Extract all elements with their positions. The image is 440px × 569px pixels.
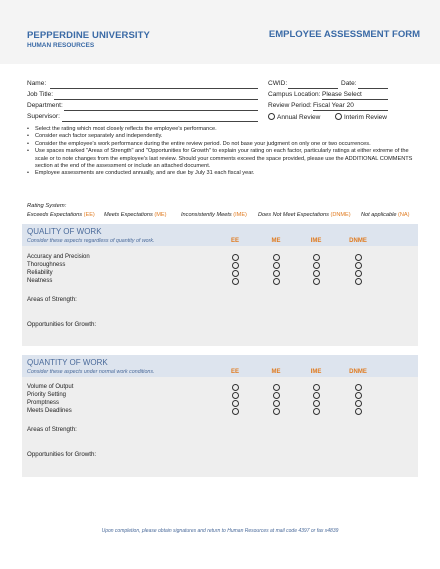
rating-radio[interactable] (313, 384, 320, 391)
rating-radio[interactable] (273, 254, 280, 261)
rating-radio[interactable] (355, 270, 362, 277)
department-label: Department: (27, 102, 63, 109)
section-title: QUALITY OF WORK (27, 227, 102, 236)
annual-review-label: Annual Review (277, 114, 321, 121)
areas-of-strength-label: Areas of Strength: (27, 296, 77, 303)
criterion-label: Volume of Output (27, 384, 74, 390)
rating-radio[interactable] (313, 392, 320, 399)
annual-review-radio[interactable] (268, 113, 275, 120)
date-label: Date: (341, 80, 357, 87)
legend-ime (181, 212, 247, 218)
opportunities-for-growth-label: Opportunities for Growth: (27, 451, 97, 458)
rating-radio[interactable] (355, 400, 362, 407)
criterion-label: Reliability (27, 270, 53, 276)
legend-label: Not applicable (361, 212, 397, 218)
interim-review-radio[interactable] (335, 113, 342, 120)
interim-review-option[interactable] (335, 113, 387, 121)
supervisor-label: Supervisor: (27, 113, 60, 120)
date-field[interactable] (358, 88, 388, 89)
form-title: EMPLOYEE ASSESSMENT FORM (268, 29, 420, 40)
rating-radio[interactable] (273, 392, 280, 399)
footer-note: Upon completion, please obtain signatures and return to Human Resources at mail code 4397 or fax x4839 (101, 528, 339, 534)
instructions-list (27, 126, 423, 178)
instruction-item: • Consider each factor separately and independently. (27, 133, 423, 140)
quantity-of-work-section (22, 355, 418, 477)
legend-na (361, 212, 410, 218)
name-label: Name: (27, 80, 47, 87)
campus-location-label: Campus Location: (268, 91, 321, 98)
legend-label: Does Not Meet Expectations (258, 212, 329, 218)
legend-abbr: (ME) (154, 212, 167, 218)
rating-radio[interactable] (355, 254, 362, 261)
campus-location-select[interactable]: Please Select (322, 91, 362, 98)
department-name: HUMAN RESOURCES (27, 42, 95, 49)
department-field[interactable] (64, 110, 258, 111)
rating-radio[interactable] (273, 270, 280, 277)
criterion-label: Accuracy and Precision (27, 254, 90, 260)
criterion-label: Promptness (27, 400, 60, 406)
column-header-dnme: DNME (349, 238, 367, 244)
rating-radio[interactable] (355, 408, 362, 415)
rating-radio[interactable] (232, 400, 239, 407)
rating-radio[interactable] (232, 392, 239, 399)
rating-radio[interactable] (355, 384, 362, 391)
criterion-label: Thoroughness (27, 262, 66, 268)
column-header-me: ME (271, 238, 281, 244)
criterion-label: Meets Deadlines (27, 408, 72, 414)
rating-radio[interactable] (313, 262, 320, 269)
instruction-item: • Select the rating which most closely reflects the employee's performance. (27, 126, 423, 133)
rating-radio[interactable] (273, 384, 280, 391)
instruction-item: • Employee assessments are conducted annually, and are due by July 31 each fiscal year. (27, 170, 423, 177)
annual-review-option[interactable] (268, 113, 320, 121)
column-header-me: ME (271, 369, 281, 375)
rating-radio[interactable] (232, 408, 239, 415)
name-field[interactable] (50, 88, 258, 89)
rating-radio[interactable] (313, 400, 320, 407)
column-header-ee: EE (230, 238, 239, 244)
rating-radio[interactable] (273, 400, 280, 407)
column-header-ime: IME (310, 238, 322, 244)
rating-radio[interactable] (313, 254, 320, 261)
column-header-dnme: DNME (349, 369, 367, 375)
legend-me (104, 212, 167, 218)
cwid-label: CWID: (268, 80, 288, 87)
legend-dnme (258, 212, 351, 218)
rating-radio[interactable] (273, 262, 280, 269)
legend-abbr: (DNME) (330, 212, 351, 218)
rating-system-title: Rating System: (27, 203, 67, 209)
job-title-label: Job Title: (27, 91, 54, 98)
legend-label: Inconsistently Meets (181, 212, 232, 218)
rating-radio[interactable] (355, 392, 362, 399)
legend-abbr: (NA) (398, 212, 410, 218)
review-period-label: Review Period: (268, 102, 312, 109)
legend-abbr: (IME) (233, 212, 247, 218)
rating-radio[interactable] (273, 408, 280, 415)
quality-of-work-section (22, 224, 418, 346)
rating-radio[interactable] (232, 254, 239, 261)
rating-radio[interactable] (232, 384, 239, 391)
instruction-item: • Use spaces marked "Areas of Strength" and "Opportunities for Growth" to explain your rating on each factor, particularly ratings at either extreme of the scale or to note changes from the employee's last review. Should your comments exceed the space provided, please use the ADDITIONAL COMMENTS section at the end of the assessment or include an attached document. (27, 148, 423, 170)
section-title: QUANTITY OF WORK (27, 358, 108, 367)
rating-radio[interactable] (313, 278, 320, 285)
rating-radio[interactable] (232, 278, 239, 285)
opportunities-for-growth-label: Opportunities for Growth: (27, 321, 97, 328)
legend-label: Exceeds Expectations (27, 212, 83, 218)
rating-radio[interactable] (313, 408, 320, 415)
rating-radio[interactable] (313, 270, 320, 277)
legend-abbr: (EE) (83, 212, 95, 218)
campus-location-underline (322, 99, 388, 100)
interim-review-label: Interim Review (344, 114, 387, 121)
university-name: PEPPERDINE UNIVERSITY (27, 30, 150, 41)
rating-radio[interactable] (355, 278, 362, 285)
rating-radio[interactable] (355, 262, 362, 269)
criterion-label: Neatness (27, 278, 53, 284)
rating-radio[interactable] (232, 262, 239, 269)
rating-radio[interactable] (232, 270, 239, 277)
section-subtitle: Consider these aspects regardless of quantity of work. (27, 238, 155, 244)
review-period-value[interactable]: Fiscal Year 20 (313, 102, 354, 109)
cwid-field[interactable] (288, 88, 338, 89)
legend-label: Meets Expectations (104, 212, 153, 218)
column-header-ee: EE (230, 369, 239, 375)
rating-radio[interactable] (273, 278, 280, 285)
review-period-underline (313, 110, 388, 111)
section-subtitle: Consider these aspects under normal work conditions. (27, 369, 155, 375)
job-title-field[interactable] (54, 99, 258, 100)
supervisor-field[interactable] (62, 121, 258, 122)
section-header (22, 224, 418, 246)
legend-ee (27, 212, 95, 218)
form-header (0, 0, 440, 64)
criterion-label: Priority Setting (27, 392, 67, 398)
section-header (22, 355, 418, 377)
areas-of-strength-label: Areas of Strength: (27, 426, 77, 433)
instruction-item: • Consider the employee's work performance during the entire review period. Do not base your judgment on only one or two occurrences. (27, 141, 423, 148)
column-header-ime: IME (310, 369, 322, 375)
